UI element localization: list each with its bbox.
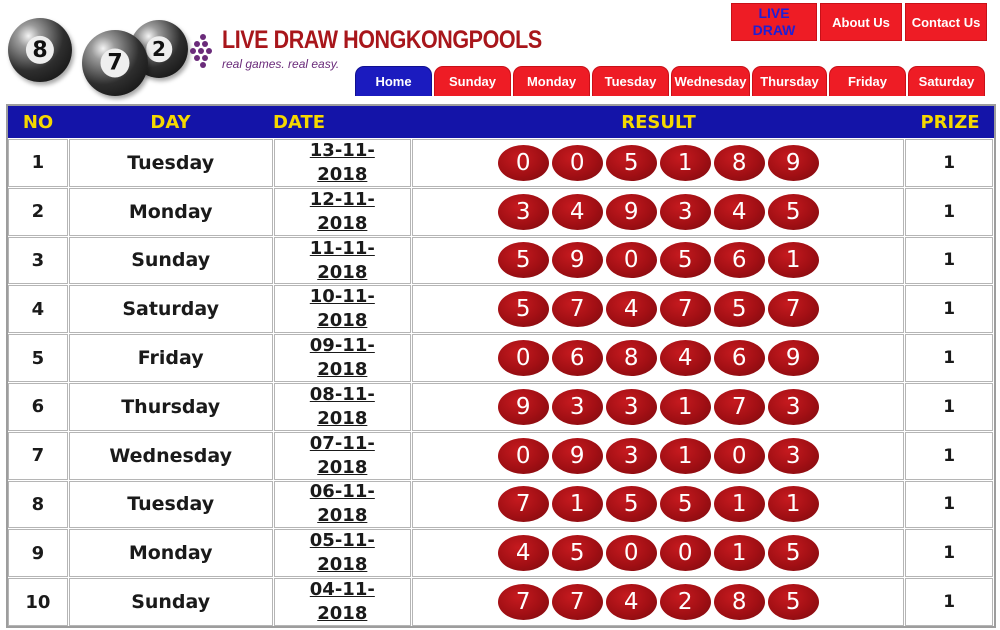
result-ball: 0 [498,438,549,474]
result-ball: 9 [498,389,549,425]
table-row [8,480,994,529]
brand-title[interactable]: LIVE DRAW HONGKONGPOOLS [222,26,542,54]
result-ball: 0 [606,242,657,278]
result-ball: 3 [552,389,603,425]
row-date-line2: 2018 [317,163,368,185]
result-ball: 0 [552,145,603,181]
result-ball: 5 [606,486,657,522]
result-ball: 7 [552,291,603,327]
row-prize: 1 [905,188,993,236]
row-day: Tuesday [69,139,273,187]
result-balls [498,486,819,522]
result-balls [498,291,819,327]
result-ball: 7 [498,584,549,620]
row-day: Saturday [69,285,273,333]
result-balls [498,242,819,278]
about-us-button[interactable]: About Us [820,3,902,41]
row-date-link[interactable] [274,578,411,626]
result-ball: 5 [660,242,711,278]
row-date-link[interactable] [274,188,411,236]
dots-logo-icon [190,34,218,74]
result-ball: 1 [768,486,819,522]
result-ball: 9 [606,194,657,230]
result-ball: 3 [660,194,711,230]
result-ball: 6 [552,340,603,376]
row-date-link[interactable] [274,237,411,285]
result-ball: 5 [768,194,819,230]
row-date-link[interactable] [274,432,411,480]
row-date-line2: 2018 [317,505,368,527]
row-day: Monday [69,188,273,236]
row-prize: 1 [905,578,993,626]
result-ball: 1 [714,486,765,522]
row-result [412,578,904,626]
site-header [0,0,1000,100]
billiard-ball-icon: 2 [130,20,188,78]
result-ball: 4 [552,194,603,230]
result-ball: 3 [768,389,819,425]
row-date-line1: 10-11- [309,286,375,308]
result-ball: 0 [498,340,549,376]
row-number: 9 [8,529,68,577]
result-balls [498,340,819,376]
result-ball: 1 [660,438,711,474]
row-number: 7 [8,432,68,480]
result-ball: 7 [660,291,711,327]
row-date-line1: 12-11- [309,188,375,210]
table-row [8,528,994,577]
result-balls [498,535,819,571]
row-result [412,432,904,480]
column-header-day: DAY [150,111,191,133]
row-prize: 1 [905,432,993,480]
row-date-line1: 11-11- [309,237,375,259]
result-ball: 0 [606,535,657,571]
row-day: Thursday [69,383,273,431]
row-number: 6 [8,383,68,431]
row-result [412,139,904,187]
live-draw-button[interactable]: LIVE DRAW [731,3,817,41]
tab-thursday[interactable]: Thursday [752,66,827,96]
tab-saturday[interactable]: Saturday [908,66,985,96]
row-date-line2: 2018 [317,603,368,625]
row-prize: 1 [905,237,993,285]
row-number: 2 [8,188,68,236]
result-ball: 4 [606,584,657,620]
row-date-line2: 2018 [317,261,368,283]
row-number: 10 [8,578,68,626]
result-ball: 5 [552,535,603,571]
row-prize: 1 [905,334,993,382]
row-date-line2: 2018 [317,456,368,478]
result-ball: 1 [768,242,819,278]
day-nav-tabs [355,66,985,96]
result-ball: 9 [768,145,819,181]
result-ball: 4 [714,194,765,230]
row-date-line1: 04-11- [309,579,375,601]
results-table [6,104,996,628]
row-result [412,285,904,333]
tab-monday[interactable]: Monday [513,66,590,96]
row-date-line2: 2018 [317,212,368,234]
table-row [8,431,994,480]
table-header [8,106,994,138]
result-ball: 9 [552,438,603,474]
table-row [8,333,994,382]
table-row [8,577,994,626]
table-row [8,382,994,431]
contact-us-button[interactable]: Contact Us [905,3,987,41]
result-balls [498,584,819,620]
tab-tuesday[interactable]: Tuesday [592,66,669,96]
result-ball: 7 [714,389,765,425]
table-row [8,284,994,333]
result-ball: 4 [498,535,549,571]
row-date-line2: 2018 [317,554,368,576]
result-ball: 1 [660,145,711,181]
row-prize: 1 [905,383,993,431]
row-date-link[interactable] [274,481,411,529]
result-ball: 5 [768,584,819,620]
result-ball: 6 [714,242,765,278]
row-prize: 1 [905,285,993,333]
tab-wednesday[interactable]: Wednesday [671,66,750,96]
row-day: Sunday [69,578,273,626]
result-ball: 3 [606,389,657,425]
result-ball: 6 [714,340,765,376]
row-date-link[interactable] [274,334,411,382]
result-balls [498,438,819,474]
result-ball: 3 [606,438,657,474]
row-result [412,237,904,285]
result-ball: 1 [660,389,711,425]
result-ball: 8 [714,145,765,181]
billiard-ball-icon: 7 [82,30,148,96]
result-ball: 5 [606,145,657,181]
result-ball: 7 [498,486,549,522]
result-ball: 5 [714,291,765,327]
result-ball: 5 [660,486,711,522]
result-ball: 0 [660,535,711,571]
result-ball: 1 [714,535,765,571]
row-date-line2: 2018 [317,407,368,429]
column-header-prize: PRIZE [920,111,980,133]
row-number: 3 [8,237,68,285]
brand-tagline: real games. real easy. [222,57,340,71]
tab-home[interactable]: Home [355,66,432,96]
row-day: Sunday [69,237,273,285]
result-ball: 9 [552,242,603,278]
column-header-result: RESULT [621,111,696,133]
result-ball: 8 [606,340,657,376]
result-balls [498,194,819,230]
row-day: Friday [69,334,273,382]
result-ball: 1 [552,486,603,522]
table-row [8,187,994,236]
row-result [412,529,904,577]
row-date-link[interactable] [274,383,411,431]
result-ball: 5 [498,291,549,327]
tab-friday[interactable]: Friday [829,66,906,96]
row-day: Tuesday [69,481,273,529]
table-row [8,138,994,187]
result-ball: 0 [714,438,765,474]
result-ball: 7 [552,584,603,620]
row-date-link[interactable] [274,529,411,577]
row-date-link[interactable] [274,285,411,333]
result-ball: 4 [660,340,711,376]
result-ball: 0 [498,145,549,181]
row-result [412,481,904,529]
result-ball: 3 [498,194,549,230]
result-ball: 3 [768,438,819,474]
row-date-link[interactable] [274,139,411,187]
row-date-line1: 09-11- [309,335,375,357]
result-ball: 4 [606,291,657,327]
table-row [8,236,994,285]
row-number: 4 [8,285,68,333]
row-result [412,383,904,431]
result-balls [498,145,819,181]
row-date-line2: 2018 [317,359,368,381]
result-ball: 9 [768,340,819,376]
billiard-balls-logo [8,16,188,96]
row-date-line2: 2018 [317,310,368,332]
row-date-line1: 13-11- [309,139,375,161]
row-result [412,188,904,236]
tab-sunday[interactable]: Sunday [434,66,511,96]
row-number: 1 [8,139,68,187]
row-day: Monday [69,529,273,577]
billiard-ball-icon: 8 [8,18,72,82]
row-number: 8 [8,481,68,529]
result-balls [498,389,819,425]
row-prize: 1 [905,481,993,529]
column-header-date: DATE [273,111,326,133]
table-body [8,138,994,626]
result-ball: 2 [660,584,711,620]
row-prize: 1 [905,139,993,187]
row-result [412,334,904,382]
row-date-line1: 06-11- [309,481,375,503]
row-date-line1: 08-11- [309,383,375,405]
row-prize: 1 [905,529,993,577]
top-links [731,3,987,43]
row-date-line1: 07-11- [309,432,375,454]
row-day: Wednesday [69,432,273,480]
column-header-no: NO [22,111,54,133]
row-number: 5 [8,334,68,382]
result-ball: 5 [768,535,819,571]
result-ball: 5 [498,242,549,278]
row-date-line1: 05-11- [309,530,375,552]
result-ball: 8 [714,584,765,620]
result-ball: 7 [768,291,819,327]
